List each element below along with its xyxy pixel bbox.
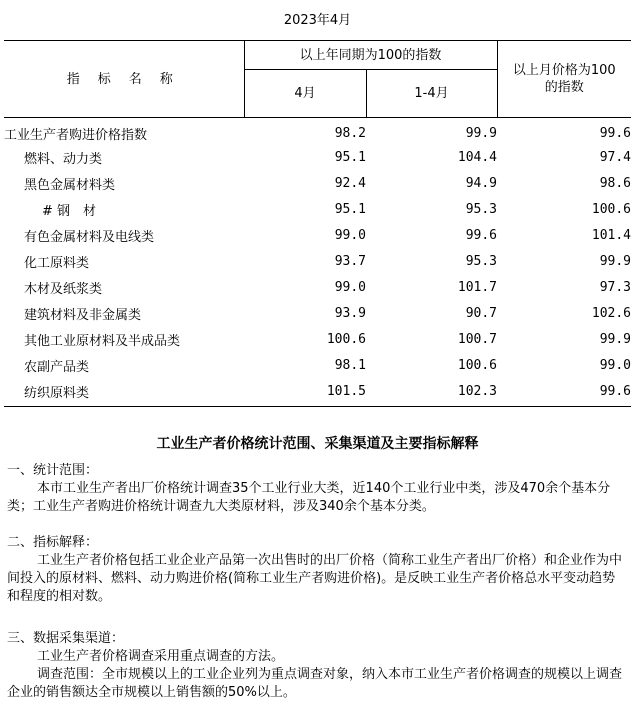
april-index-cell: 101.5: [244, 378, 366, 407]
section-title: 工业生产者价格统计范围、采集渠道及主要指标解释: [156, 436, 479, 452]
table-row: [4, 222, 631, 248]
mom-index-cell: 101.4: [591, 227, 632, 243]
april-index-cell: 95.1: [334, 149, 366, 165]
mom-index-cell: 99.0: [599, 357, 632, 373]
mom-index-cell: 99.6: [497, 378, 631, 407]
mom-index-cell: 99.9: [599, 331, 632, 347]
collection-method-paragraph: 工业生产者价格调查采用重点调查的方法。: [37, 649, 285, 664]
jan-apr-index-cell: 90.7: [465, 305, 498, 321]
table-row: [4, 118, 631, 145]
table-row: [4, 144, 631, 170]
table-row: [4, 248, 631, 274]
jan-apr-index-cell: 100.7: [457, 331, 498, 347]
april-index-cell: 99.0: [334, 227, 366, 243]
april-index-cell: 99.0: [334, 279, 366, 295]
mom-index-cell: 99.6: [599, 125, 632, 141]
table-row: [4, 378, 631, 407]
header-indicator-name: 指标名称: [4, 41, 244, 118]
collection-heading: 三、数据采集渠道：: [7, 631, 125, 646]
indicator-name-cell: 建筑材料及非金属类: [24, 307, 142, 323]
scope-paragraph: 本市工业生产者出厂价格统计调查35个工业行业大类，近140个工业行业中类，涉及470余个基本分类；工业生产者购进价格统计调查九大类原材料，涉及340余个基本分类。: [7, 481, 611, 514]
scope-heading: 一、统计范围：: [7, 463, 99, 478]
april-index-cell: 95.1: [334, 201, 366, 217]
jan-apr-index-cell: 94.9: [465, 175, 498, 191]
table-body: [4, 118, 631, 407]
table-row: [4, 196, 631, 222]
jan-apr-index-cell: 95.3: [465, 253, 498, 269]
definition-paragraph: 工业生产者价格包括工业企业产品第一次出售时的出厂价格（简称工业生产者出厂价格）和企业作为中间投入的原材料、燃料、动力购进价格(简称工业生产者购进价格)。是反映工业生产者价格总水平变动趋势和程度的相对数。: [7, 553, 623, 604]
mom-index-cell: 97.4: [599, 149, 632, 165]
mom-index-cell: 100.6: [591, 201, 632, 217]
indicator-name-cell: 农副产品类: [24, 359, 90, 375]
april-index-cell: 98.1: [334, 357, 366, 373]
indicator-name-cell: 纺织原料类: [4, 378, 244, 407]
mom-index-cell: 102.6: [591, 305, 632, 321]
collection-scope-paragraph: 调查范围：全市规模以上的工业企业列为重点调查对象，纳入本市工业生产者价格调查的规模以上调查企业的销售额达全市规模以上销售额的50%以上。: [7, 667, 623, 700]
indicator-name-cell: 木材及纸浆类: [24, 281, 103, 297]
april-index-cell: 93.9: [334, 305, 366, 321]
indicator-name-cell: 化工原料类: [24, 255, 90, 271]
header-yoy-index: 以上年同期为100的指数: [244, 41, 497, 70]
april-index-cell: 100.6: [326, 331, 366, 347]
indicator-name-cell: 有色金属材料及电线类: [24, 229, 155, 245]
definition-heading: 二、指标解释：: [7, 535, 99, 550]
table-row: [4, 352, 631, 378]
header-april: 4月: [244, 70, 366, 118]
mom-index-cell: 97.3: [599, 279, 632, 295]
jan-apr-index-cell: 104.4: [457, 149, 498, 165]
april-index-cell: 98.2: [334, 125, 366, 141]
explanatory-notes: [7, 462, 627, 702]
header-mom-index: [497, 41, 631, 118]
indicator-name-cell: 黑色金属材料类: [24, 177, 116, 193]
report-date: 2023年4月: [283, 13, 352, 28]
indicator-name-cell: 燃料、动力类: [24, 151, 103, 167]
header-mom-label: 以上月价格为100的指数: [512, 63, 616, 95]
header-jan-apr: 1-4月: [366, 70, 497, 118]
april-index-cell: 93.7: [334, 253, 366, 269]
mom-index-cell: 98.6: [599, 175, 632, 191]
table-row: [4, 274, 631, 300]
april-index-cell: 92.4: [334, 175, 366, 191]
jan-apr-index-cell: 101.7: [457, 279, 498, 295]
table-row: [4, 326, 631, 352]
jan-apr-index-cell: 99.9: [465, 125, 498, 141]
price-index-table-wrapper: [4, 40, 631, 407]
jan-apr-index-cell: 100.6: [457, 357, 498, 373]
table-row: [4, 170, 631, 196]
jan-apr-index-cell: 99.6: [465, 227, 498, 243]
mom-index-cell: 99.9: [599, 253, 632, 269]
indicator-name-cell: # 钢 材: [42, 203, 97, 219]
table-row: [4, 300, 631, 326]
indicator-name-cell: 工业生产者购进价格指数: [4, 127, 148, 143]
price-index-table: [4, 40, 631, 407]
jan-apr-index-cell: 102.3: [366, 378, 497, 407]
jan-apr-index-cell: 95.3: [465, 201, 498, 217]
indicator-name-cell: 其他工业原材料及半成品类: [24, 333, 181, 349]
